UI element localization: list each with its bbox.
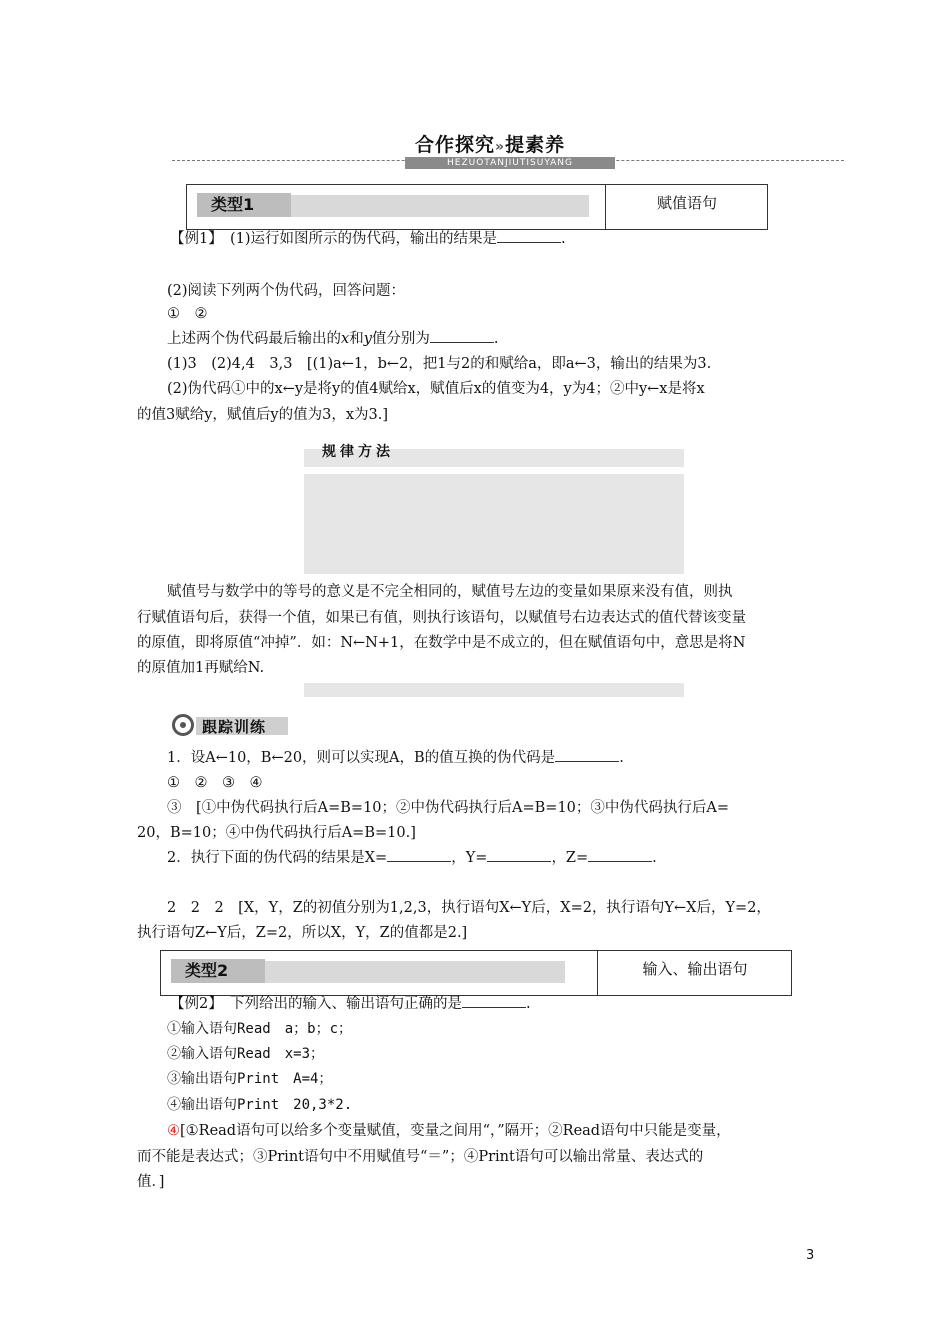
type1-label: 赋值语句 [605,185,768,229]
method-paragraph-3: 的原值，即将原值“冲掉”．如：N←N+1，在数学中是不成立的，但在赋值语句中，意思是将N [137,635,746,651]
example2-option2: ②输入语句Read x=3； [167,1046,325,1062]
method-paragraph-1: 赋值号与数学中的等号的意义是不完全相同的，赋值号左边的变量如果原来没有值，则执 [167,584,733,600]
type1-tab: 类型1 [197,193,291,217]
example2-question: 【例2】 下列给出的输入、输出语句正确的是 . [170,993,813,1015]
example2-option3: ③输出语句Print A=4； [167,1071,333,1087]
type2-header [160,950,792,996]
example1-answer-line2: (2)伪代码①中的x←y是将y的值4赋给x，赋值后x的值变为4，y为4；②中y←x是将x [167,381,705,397]
type2-tab: 类型2 [171,959,265,983]
method-paragraph-4: 的原值加1再赋给N. [137,660,265,676]
method-paragraph-2: 行赋值语句后，获得一个值，如果已有值，则执行该语句，以赋值号右边表达式的值代替该变量 [137,610,746,626]
example1-options: ① ② [167,306,208,322]
example1-answer-line1: (1)3 (2)4,4 3,3 [(1)a←1，b←2，把1与2的和赋给a，即a←3，输出的结果为3. [167,356,712,372]
banner-pinyin: HEZUOTANJIUTISUYANG [405,157,615,169]
answer-mark: ④ [167,1123,180,1139]
example2-answer-line1: ④[①Read语句可以给多个变量赋值，变量之间用“，”隔开；②Read语句中只能是变量， [167,1123,731,1139]
method-image-placeholder [304,474,684,574]
example2-answer-line3: 值．] [137,1174,165,1190]
type1-header [186,184,768,230]
example1-part2-question: 上述两个伪代码最后输出的x和y值分别为 . [137,328,813,350]
example2-option4: ④输出语句Print 20,3*2. [167,1097,353,1113]
example1-answer-line3: 的值3赋给y，赋值后y的值为3，x为3.] [137,407,389,423]
example2-answer-line2: 而不能是表达式；③Print语句中不用赋值号“＝”；④Print语句可以输出常量、表达式的 [137,1149,704,1165]
track-title: 跟踪训练 [202,718,267,736]
track-a2-line1: 2 2 2 [X，Y，Z的初值分别为1,2,3，执行语句X←Y后，X=2，执行语句Y←X后，Y=2， [167,900,771,916]
track-q2: 2．执行下面的伪代码的结果是X= ，Y= ，Z= . [137,847,813,869]
track-q1-options: ① ② ③ ④ [167,775,263,791]
example1-part2: (2)阅读下列两个伪代码，回答问题： [167,283,406,299]
track-a1-line1: ③ [①中伪代码执行后A=B=10；②中伪代码执行后A=B=10；③中伪代码执行后A= [167,800,730,816]
method-title: 规律方法 [322,444,394,460]
track-q1: 1．设A←10，B←20，则可以实现A，B的值互换的伪代码是 . [137,747,813,769]
method-footer-band [304,683,684,697]
page-number: 3 [806,1248,815,1263]
type2-label: 输入、输出语句 [597,951,792,995]
example2-option1: ①输入语句Read a；b；c； [167,1021,353,1037]
track-a2-line2: 执行语句Z←Y后，Z=2，所以X，Y，Z的值都是2.] [137,925,468,941]
target-icon [172,714,194,736]
track-a1-line2: 20，B=10；④中伪代码执行后A=B=10.] [137,825,416,841]
section-banner-title: 合作探究»提素养 [415,134,566,156]
example1-question: 【例1】 (1)运行如图所示的伪代码，输出的结果是 . [170,228,813,250]
